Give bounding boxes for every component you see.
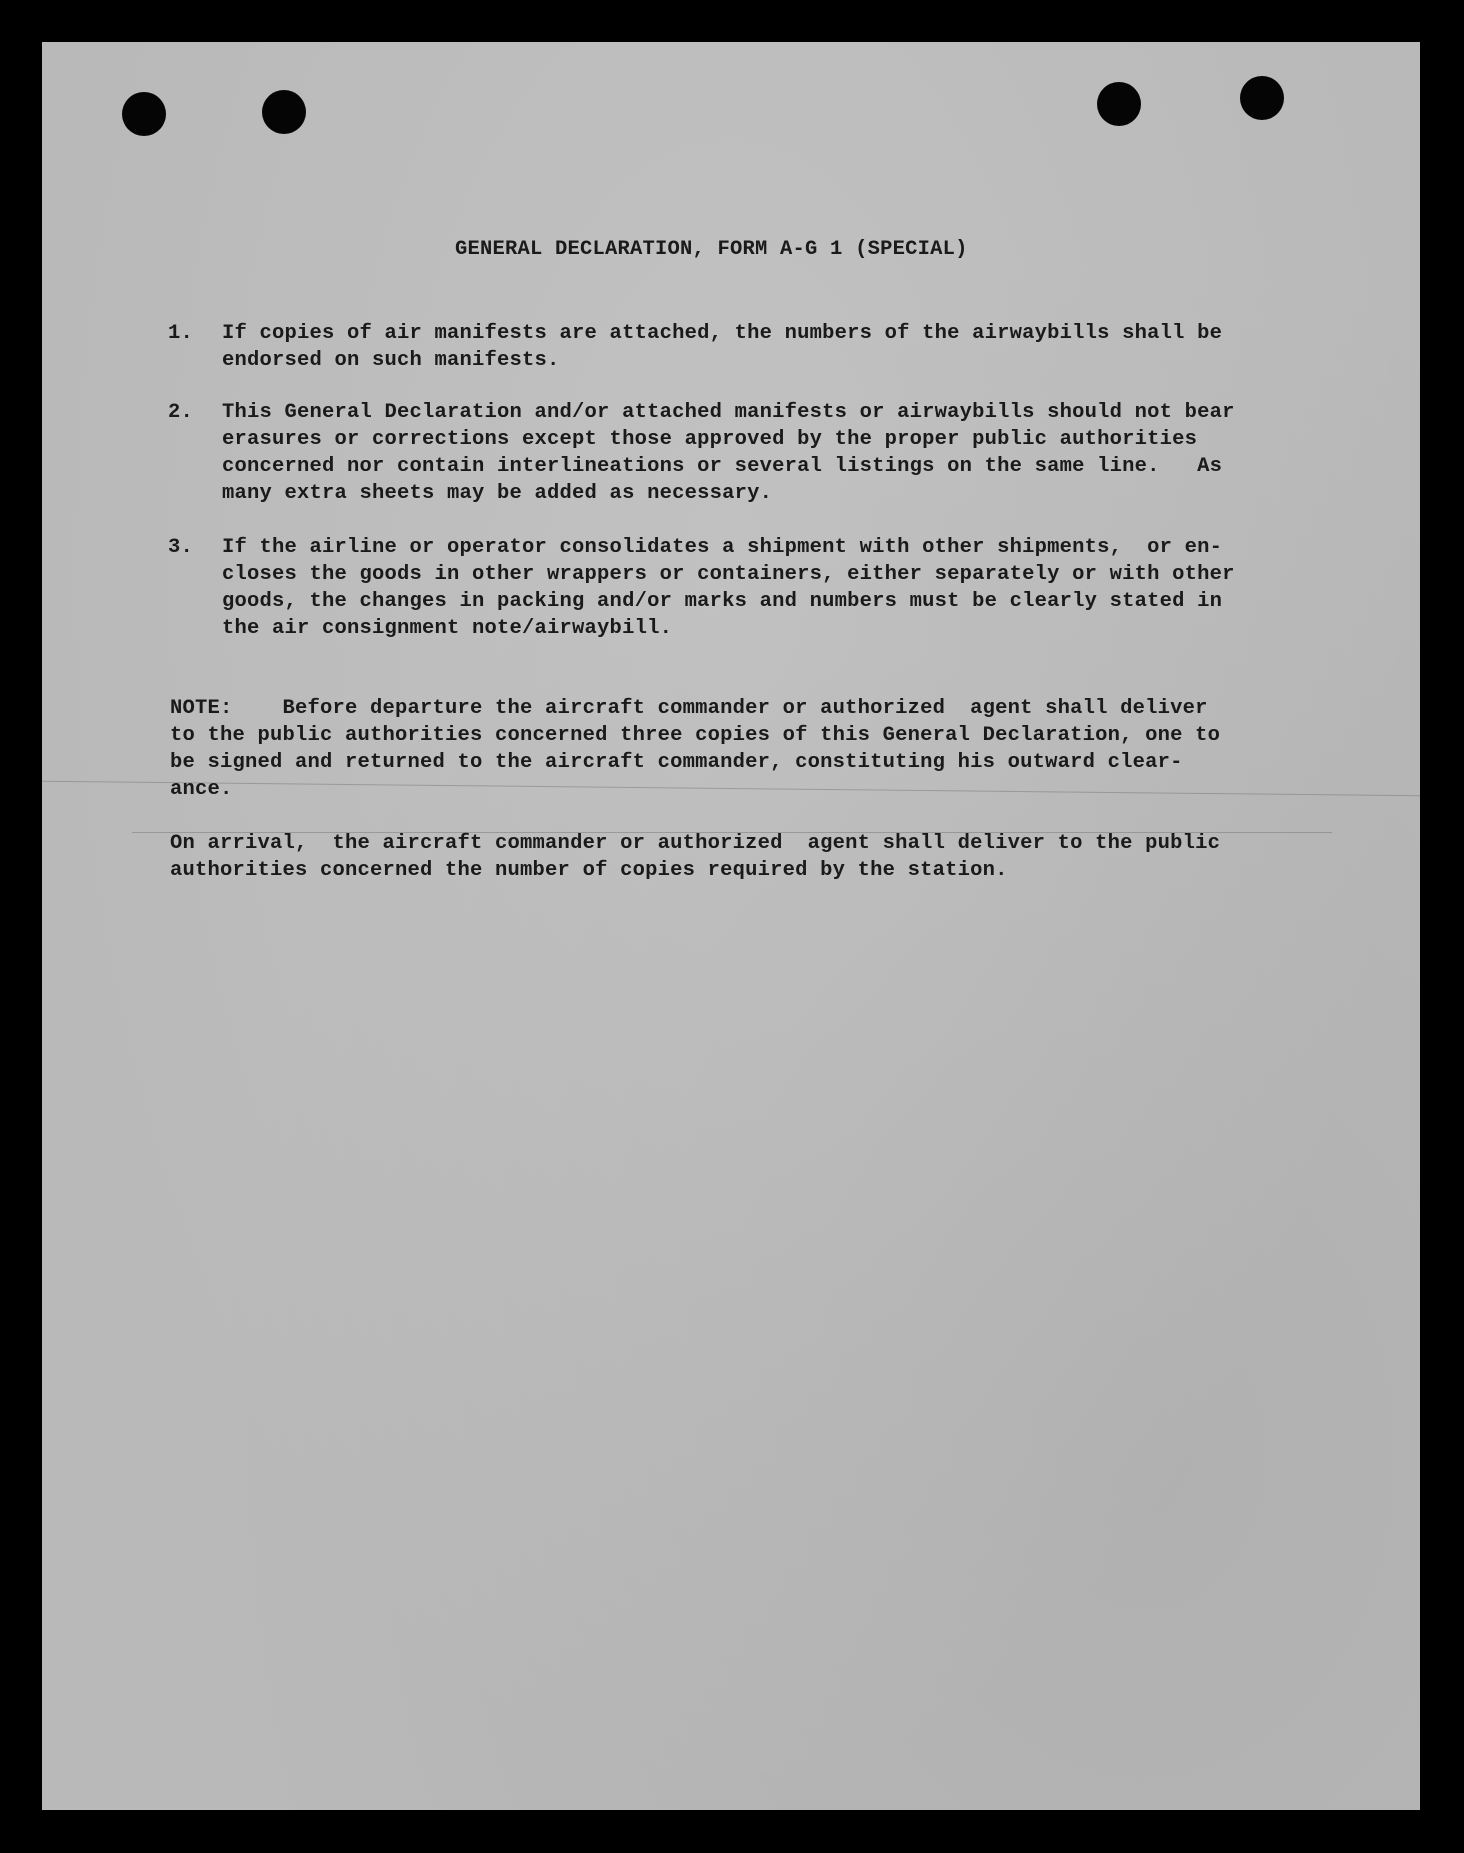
- arrival-line-2: authorities concerned the number of copies required by the station.: [170, 859, 1008, 882]
- note-line-4: ance.: [170, 778, 233, 801]
- arrival-line-1: On arrival, the aircraft commander or authorized agent shall deliver to the public: [170, 832, 1221, 855]
- form-title: GENERAL DECLARATION, FORM A-G 1 (SPECIAL): [455, 238, 968, 261]
- item-1-line-2: endorsed on such manifests.: [222, 349, 560, 372]
- item-number-3: 3.: [168, 536, 194, 559]
- note-line-1: NOTE: Before departure the aircraft commander or authorized agent shall deliver: [170, 697, 1208, 720]
- item-3-line-2: closes the goods in other wrappers or containers, either separately or with other: [222, 563, 1235, 586]
- item-2-line-4: many extra sheets may be added as necessary.: [222, 482, 773, 505]
- document-page: [42, 42, 1420, 1810]
- punch-hole: [1097, 82, 1141, 126]
- item-2-line-2: erasures or corrections except those approved by the proper public authorities: [222, 428, 1198, 451]
- item-number-1: 1.: [168, 322, 194, 345]
- note-line-2: to the public authorities concerned three copies of this General Declaration, one to: [170, 724, 1221, 747]
- item-1-line-1: If copies of air manifests are attached, the numbers of the airwaybills shall be: [222, 322, 1223, 345]
- punch-hole: [1240, 76, 1284, 120]
- item-2-line-3: concerned nor contain interlineations or several listings on the same line. As: [222, 455, 1223, 478]
- punch-hole: [122, 92, 166, 136]
- item-3-line-1: If the airline or operator consolidates a shipment with other shipments, or en-: [222, 536, 1223, 559]
- note-line-3: be signed and returned to the aircraft commander, constituting his outward clear-: [170, 751, 1183, 774]
- item-number-2: 2.: [168, 401, 194, 424]
- item-2-line-1: This General Declaration and/or attached manifests or airwaybills should not bear: [222, 401, 1235, 424]
- item-3-line-3: goods, the changes in packing and/or marks and numbers must be clearly stated in: [222, 590, 1223, 613]
- item-3-line-4: the air consignment note/airwaybill.: [222, 617, 673, 640]
- bleed-through-line: [42, 781, 1420, 796]
- punch-hole: [262, 90, 306, 134]
